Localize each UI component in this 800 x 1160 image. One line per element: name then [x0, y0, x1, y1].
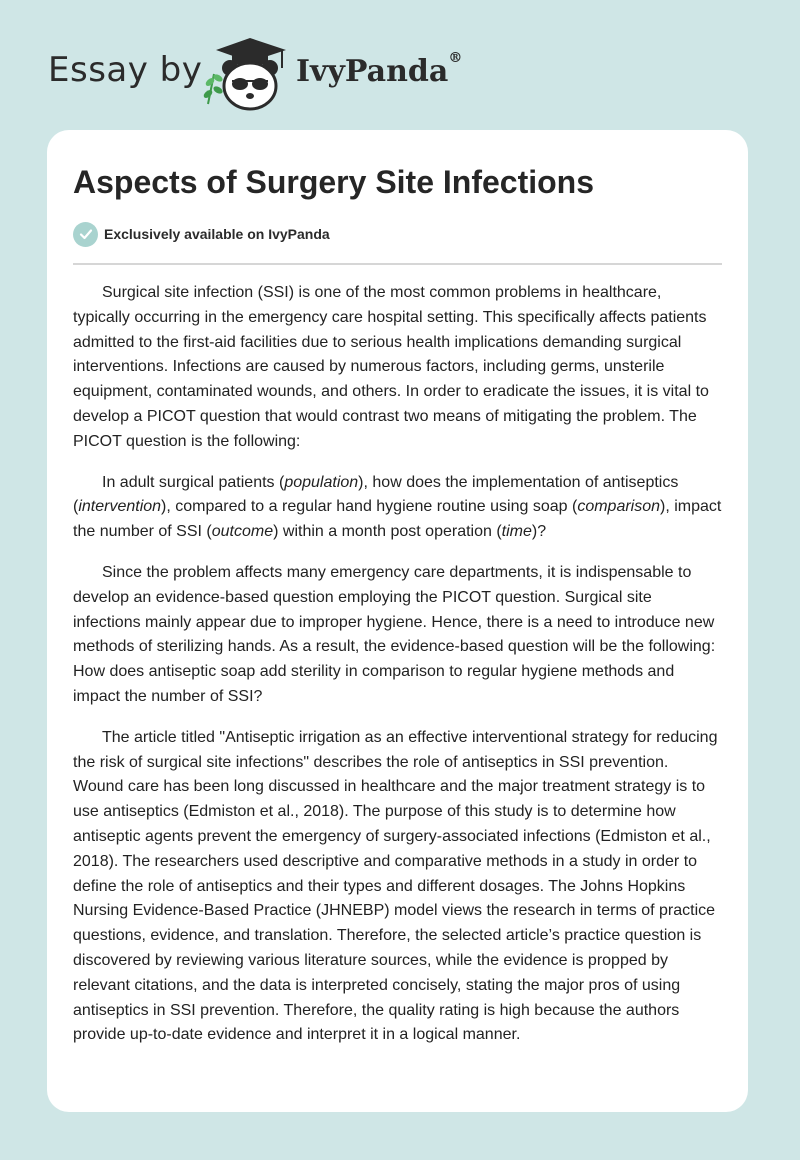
paragraph-1: Surgical site infection (SSI) is one of the most common problems in healthcare, typically occurring in the emergency care hospital setting. This specifically affects patients admitted to the first-aid facilities due to serious health implications demanding surgical interventions. Infections are caused by numerous factors, including germs, unsterile equipment, contaminated wounds, and others. In order to eradicate the issues, it is vital to develop a PICOT question that would contrast two means of mitigating the problem. The PICOT question is the following:: [73, 284, 709, 450]
exclusive-badge: [73, 219, 722, 249]
picot-intervention: intervention: [78, 498, 162, 516]
site-header: [0, 0, 800, 120]
picot-population: population: [284, 473, 359, 491]
panda-graduate-icon: [196, 34, 292, 112]
paragraph-2: In adult surgical patients (population), how does the implementation of antiseptics (intervention), compared to a regular hand hygiene routine using soap (comparison), impact the number of SSI (outcome) within a month post operation (time)?: [73, 473, 722, 541]
brand-name[interactable]: [296, 50, 463, 89]
picot-outcome: outcome: [211, 523, 274, 541]
picot-comparison: comparison: [577, 498, 661, 516]
essay-body: [73, 281, 722, 1048]
leaf-icon: [202, 73, 224, 104]
page-title: Aspects of Surgery Site Infections: [73, 164, 595, 200]
brand-label: IvyPanda: [296, 54, 449, 89]
check-icon: [73, 222, 98, 247]
divider: [73, 263, 722, 265]
essay-card: [47, 130, 748, 1112]
registered-mark: ®: [448, 50, 463, 66]
picot-time: time: [501, 523, 532, 541]
exclusive-badge-label: Exclusively available on IvyPanda: [104, 226, 330, 242]
paragraph-4: The article titled "Antiseptic irrigation as an effective interventional strategy for reducing the risk of surgical site infections" describes the role of antiseptics in SSI prevention. Wound care has been long discussed in healthcare and the major treatment strategy is to use antiseptics (Edmiston et al., 2018). The purpose of this study is to determine how antiseptic agents prevent the emergency of surgery-associated infections (Edmiston et al., 2018). The researchers used descriptive and comparative methods in a study in order to define the role of antiseptics and their types and different dosages. The Johns Hopkins Nursing Evidence-Based Practice (JHNEBP) model views the research in terms of practice questions, evidence, and translation. Therefore, the selected article’s practice question is discovered by reviewing various literature sources, while the evidence is propped by relevant citations, and the data is interpreted concisely, stating the major pros of using antiseptics in SSI prevention. Therefore, the quality rating is high because the authors provide up-to-date evidence and interpret it in a logical manner.: [73, 728, 718, 1044]
paragraph-3: Since the problem affects many emergency care departments, it is indispensable to develop an evidence-based question employing the PICOT question. Surgical site infections mainly appear due to improper hygiene. Hence, there is a need to introduce new methods of sterilizing hands. As a result, the evidence-based question will be the following: How does antiseptic soap add sterility in comparison to regular hygiene methods and impact the number of SSI?: [73, 563, 716, 705]
essay-by-label: Essay by: [48, 50, 203, 90]
